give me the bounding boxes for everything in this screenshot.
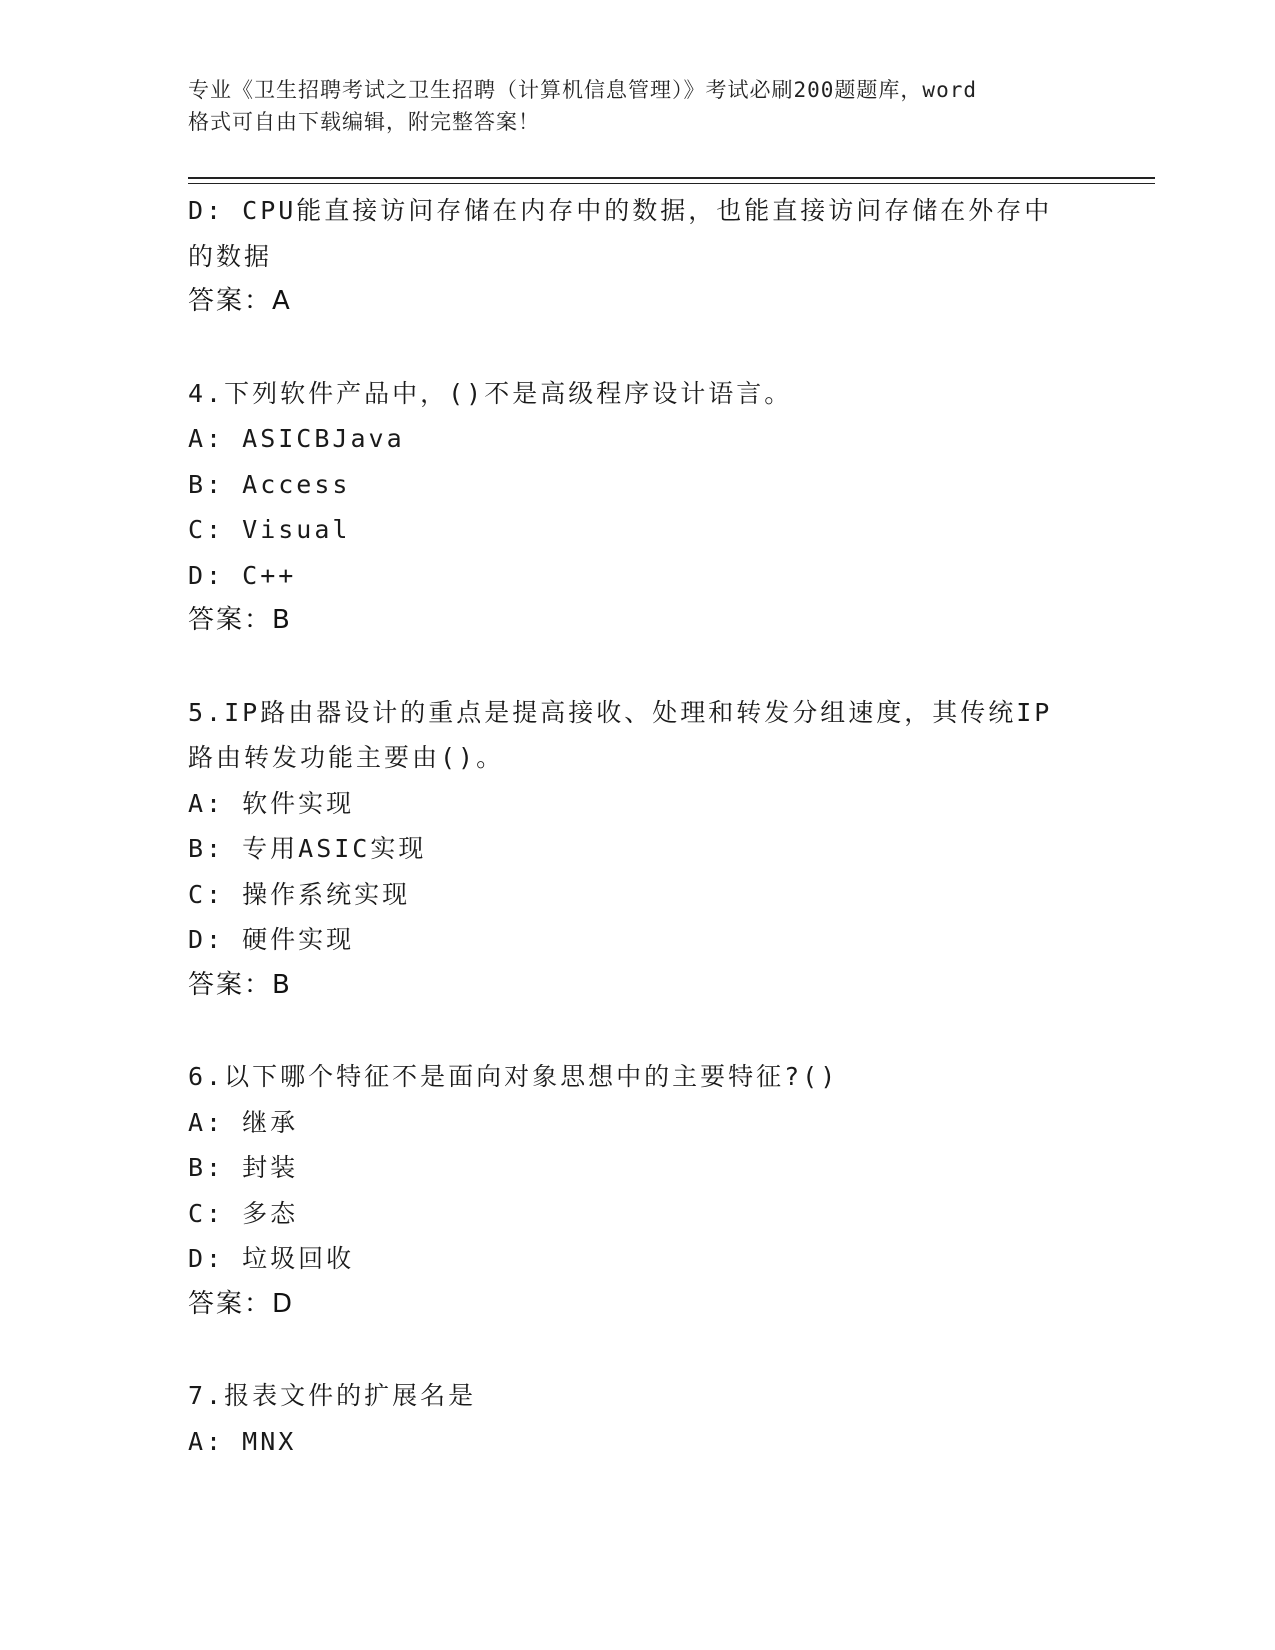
spacer [188, 1008, 1088, 1054]
question-stem-continued: 路由转发功能主要由()。 [188, 743, 505, 772]
answer: 答案：B [188, 969, 292, 1000]
question-stem: 6.以下哪个特征不是面向对象思想中的主要特征?() [188, 1062, 839, 1091]
option-c: C: Visual [188, 515, 351, 544]
answer: 答案：D [188, 1288, 295, 1319]
option-d: D: 硬件实现 [188, 925, 355, 954]
option-a: A: MNX [188, 1426, 297, 1456]
question-4 [188, 371, 1088, 644]
option-c: C: 操作系统实现 [188, 879, 411, 909]
option-d-line-1: D: CPU能直接访问存储在内存中的数据，也能直接访问存储在外存中 [188, 196, 1053, 225]
option-a: A: 继承 [188, 1107, 299, 1137]
spacer [188, 325, 1088, 371]
question-stem: 5.IP路由器设计的重点是提高接收、处理和转发分组速度，其传统IP [188, 697, 1053, 727]
question-7 [188, 1373, 1088, 1464]
question-stem: 4.下列软件产品中，()不是高级程序设计语言。 [188, 378, 793, 408]
option-d-line-2: 的数据 [188, 241, 273, 271]
spacer [188, 1327, 1088, 1373]
option-d: D: C++ [188, 560, 297, 590]
header-line-2: 格式可自由下载编辑，附完整答案！ [188, 110, 540, 134]
option-b: B: 专用ASIC实现 [188, 834, 427, 863]
document-header [188, 74, 1088, 138]
option-a: A: 软件实现 [188, 788, 355, 818]
header-line-1: 专业《卫生招聘考试之卫生招聘（计算机信息管理）》考试必刷200题题库，word [188, 78, 977, 102]
option-b: B: Access [188, 469, 351, 499]
question-stem: 7.报表文件的扩展名是 [188, 1381, 477, 1410]
spacer [188, 644, 1088, 690]
answer: 答案：B [188, 605, 292, 635]
option-b: B: 封装 [188, 1153, 299, 1182]
question-5 [188, 690, 1088, 1009]
header-divider-thin [188, 183, 1155, 184]
option-d: D: 垃圾回收 [188, 1244, 355, 1273]
question-3-tail [188, 188, 1088, 325]
header-divider-thick [188, 177, 1155, 179]
question-6 [188, 1054, 1088, 1327]
question-list [188, 188, 1088, 1464]
option-c: C: 多态 [188, 1198, 299, 1228]
answer: 答案：A [188, 286, 292, 316]
option-a: A: ASICBJava [188, 424, 405, 453]
